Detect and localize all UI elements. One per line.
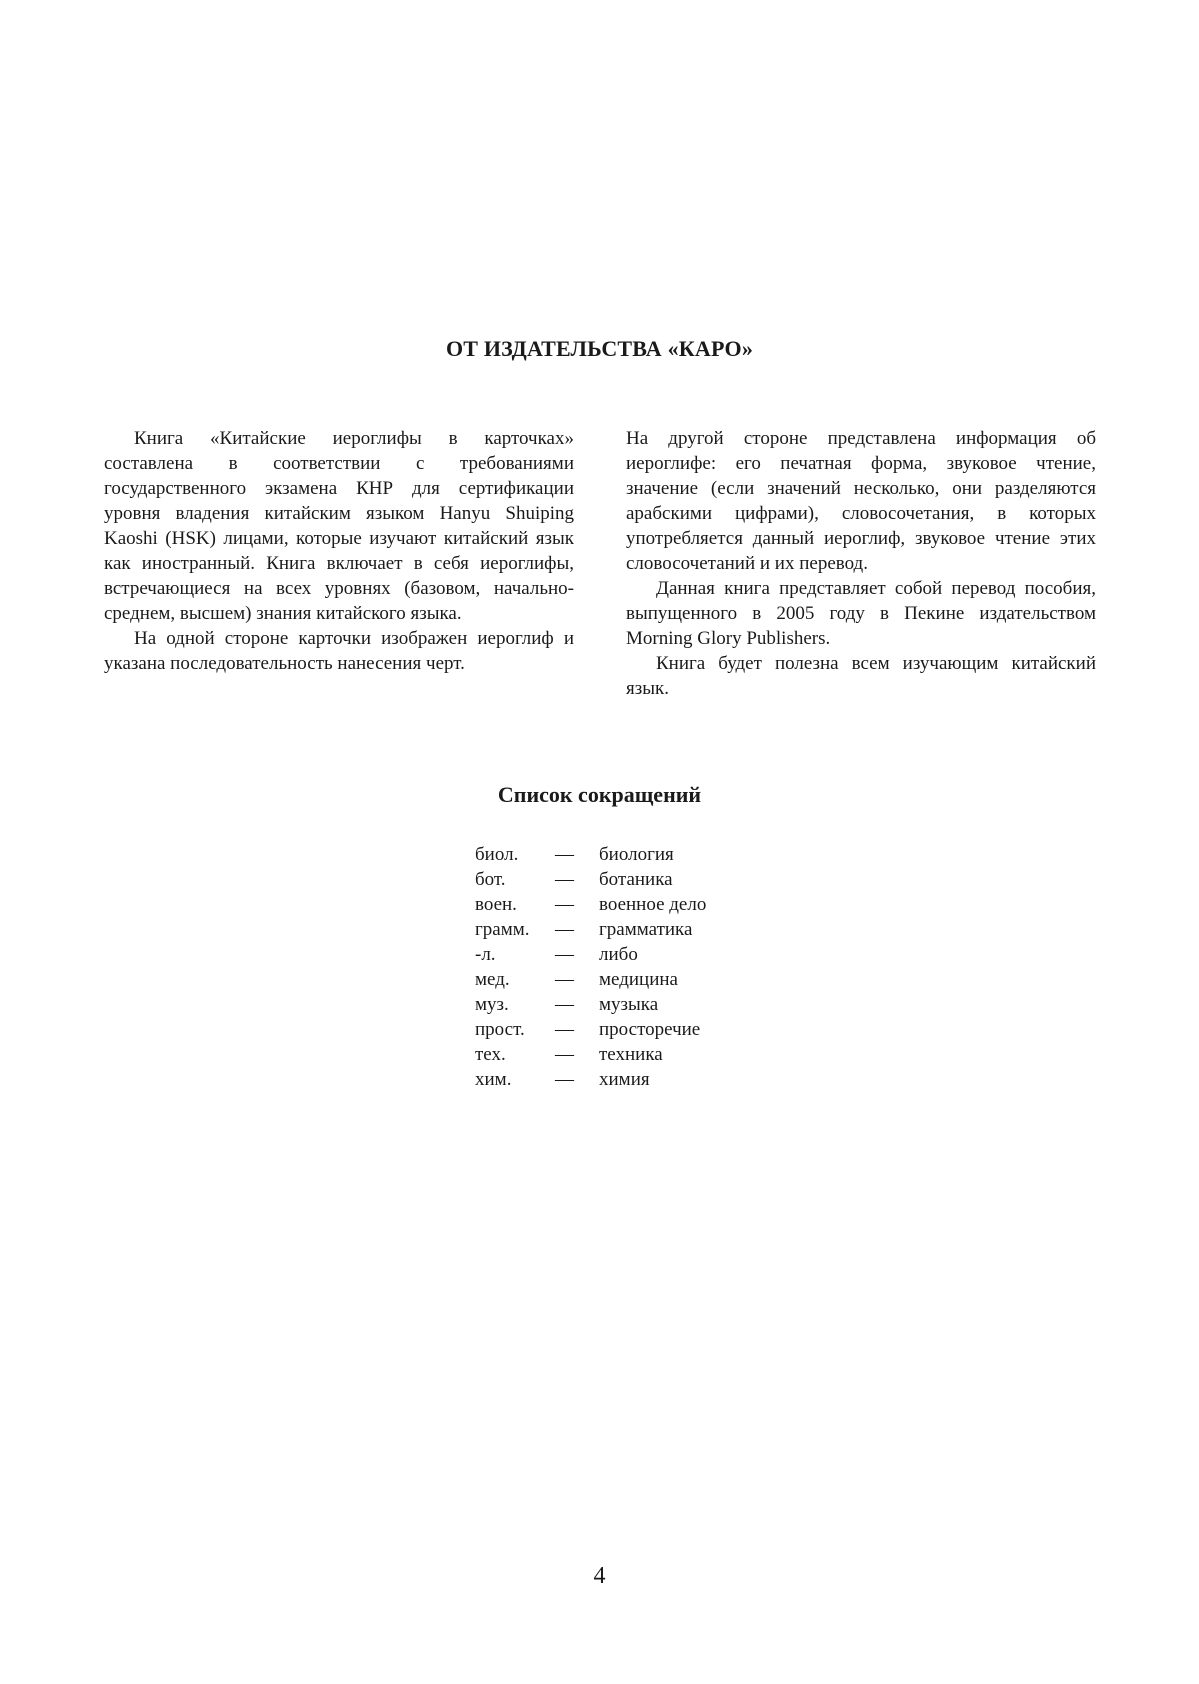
intro-left-column — [104, 426, 574, 676]
abbreviation-row — [475, 1042, 799, 1067]
intro-right-column — [626, 426, 1096, 701]
abbreviation-short: хим. — [475, 1069, 512, 1090]
abbreviation-full: ботаника — [599, 869, 673, 890]
intro-paragraph: На другой стороне представлена информация об иероглифе: его печатная форма, звуковое чтение, значение (если значений несколько, они разделяются арабскими цифрами), словосочетания, в которых употребляется данный иероглиф, звуковое чтение этих словосочетаний и их перевод. — [626, 428, 1096, 574]
abbreviation-row — [475, 842, 799, 867]
abbreviation-dash: — — [555, 894, 574, 915]
abbreviation-full: биология — [599, 844, 674, 865]
page-number: 4 — [593, 1563, 606, 1589]
abbreviations-list — [475, 842, 799, 1092]
abbreviation-dash: — — [555, 969, 574, 990]
abbreviation-full: либо — [599, 944, 638, 965]
abbreviation-short: бот. — [475, 869, 506, 890]
abbreviation-short: тех. — [475, 1044, 506, 1065]
abbreviation-short: воен. — [475, 894, 517, 915]
intro-paragraph: Данная книга представляет собой перевод пособия, выпущенного в 2005 году в Пекине издательством Morning Glory Publishers. — [626, 578, 1096, 649]
abbreviation-dash: — — [555, 1044, 574, 1065]
abbreviation-full: военное дело — [599, 894, 707, 915]
abbreviation-row — [475, 967, 799, 992]
abbreviation-row — [475, 867, 799, 892]
abbreviation-full: химия — [599, 1069, 650, 1090]
abbreviation-row — [475, 942, 799, 967]
abbreviation-dash: — — [555, 1019, 574, 1040]
abbreviation-full: грамматика — [599, 919, 693, 940]
abbreviation-short: грамм. — [475, 919, 530, 940]
abbreviation-short: биол. — [475, 844, 519, 865]
abbreviation-short: прост. — [475, 1019, 525, 1040]
abbreviations-title: Список сокращений — [497, 782, 702, 807]
abbreviation-dash: — — [555, 994, 574, 1015]
abbreviation-row — [475, 1067, 799, 1092]
abbreviation-dash: — — [555, 919, 574, 940]
abbreviation-full: техника — [599, 1044, 663, 1065]
abbreviation-dash: — — [555, 1069, 574, 1090]
abbreviation-dash: — — [555, 869, 574, 890]
page-title: ОТ ИЗДАТЕЛЬСТВА «КАРО» — [445, 336, 754, 361]
abbreviation-short: -л. — [475, 944, 496, 965]
intro-paragraph: На одной стороне карточки изображен иероглиф и указана последовательность нанесения черт. — [104, 628, 574, 674]
abbreviation-short: муз. — [475, 994, 509, 1015]
intro-paragraph: Книга будет полезна всем изучающим китайский язык. — [626, 653, 1096, 699]
abbreviation-full: медицина — [599, 969, 678, 990]
abbreviation-row — [475, 917, 799, 942]
abbreviation-dash: — — [555, 844, 574, 865]
abbreviation-full: просторечие — [599, 1019, 701, 1040]
abbreviation-full: музыка — [599, 994, 659, 1015]
abbreviation-row — [475, 1017, 799, 1042]
abbreviation-row — [475, 892, 799, 917]
intro-paragraph: Книга «Китайские иероглифы в карточках» составлена в соответствии с требованиями государственного экзамена КНР для сертификации уровня владения китайским языком Hanyu Shuiping Kaoshi (HSK) лицами, которые изучают китайский язык как иностранный. Книга включает в себя иероглифы, встречающиеся на всех уровнях (базовом, начально-среднем, высшем) знания китайского языка. — [104, 428, 574, 624]
abbreviation-row — [475, 992, 799, 1017]
abbreviation-short: мед. — [475, 969, 510, 990]
abbreviation-dash: — — [555, 944, 574, 965]
